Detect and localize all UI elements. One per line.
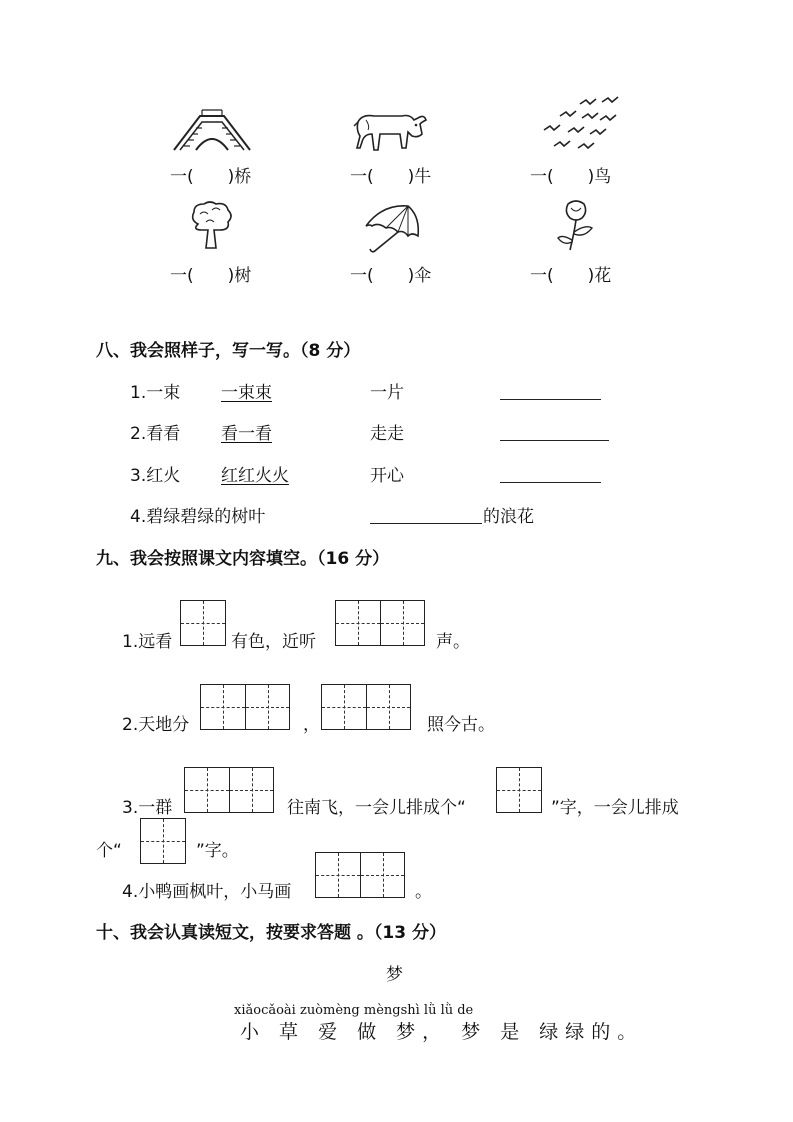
measure-word-bridge: 一( )桥 — [170, 167, 252, 187]
birds-icon — [530, 96, 620, 152]
passage-title: 梦 — [386, 965, 403, 985]
s8-row3-label: 3.红火 — [130, 466, 181, 486]
s8-row4-label: 4.碧绿碧绿的树叶 — [130, 507, 266, 527]
s8-row1-word: 一片 — [370, 383, 404, 403]
ox-icon — [352, 108, 430, 154]
s9-q3-text-d: 个“ — [96, 841, 122, 861]
s8-row2-example: 看一看 — [221, 424, 272, 444]
measure-word-birds: 一( )鸟 — [530, 167, 612, 187]
bridge-icon — [172, 106, 252, 154]
s9-q4-text-a: 4.小鸭画枫叶，小马画 — [122, 882, 292, 902]
s9-q1-grid-1[interactable] — [180, 600, 226, 646]
s8-row1-answer-blank[interactable] — [500, 399, 601, 400]
passage-line-1: 小 草 爱 做 梦， 梦 是 绿绿的。 — [240, 1021, 644, 1043]
s8-row1-example: 一束束 — [221, 383, 272, 403]
s9-q4-text-b: 。 — [415, 882, 432, 902]
section8-title: 八、我会照样子，写一写。（8 分） — [96, 341, 361, 361]
s8-row2-label: 2.看看 — [130, 424, 181, 444]
s8-row4-answer-blank[interactable] — [370, 523, 482, 524]
section9-title: 九、我会按照课文内容填空。（16 分） — [96, 549, 390, 569]
s8-row3-word: 开心 — [370, 466, 404, 486]
s9-q1-text-a: 1.远看 — [122, 632, 173, 652]
s9-q2-text-a: 2.天地分 — [122, 715, 190, 735]
measure-word-tree: 一( )树 — [170, 266, 252, 286]
s9-q3-text-a: 3.一群 — [122, 798, 173, 818]
s8-row2-word: 走走 — [370, 424, 404, 444]
tree-icon — [188, 200, 234, 252]
s9-q2-grid-1[interactable] — [200, 684, 290, 730]
s8-row3-example: 红红火火 — [221, 466, 289, 486]
measure-word-ox: 一( )牛 — [350, 167, 432, 187]
s9-q3-grid-2[interactable] — [496, 767, 542, 813]
s8-row4-suffix: 的浪花 — [483, 507, 534, 527]
s9-q3-grid-3[interactable] — [140, 818, 186, 864]
s9-q2-grid-2[interactable] — [321, 684, 411, 730]
s8-row2-answer-blank[interactable] — [500, 440, 609, 441]
passage-pinyin: xiǎocǎoài zuòmèng mèngshì lǜ lǜ de — [234, 1003, 474, 1018]
s8-row1-label: 1.一束 — [130, 383, 181, 403]
s9-q1-text-b: 有色，近听 — [231, 632, 316, 652]
s9-q3-text-e: ”字。 — [196, 841, 239, 861]
s9-q4-grid-1[interactable] — [315, 852, 405, 898]
measure-word-umbrella: 一( )伞 — [350, 266, 432, 286]
s9-q3-text-b: 往南飞，一会儿排成个“ — [287, 798, 466, 818]
s8-row3-answer-blank[interactable] — [500, 482, 601, 483]
s9-q3-grid-1[interactable] — [184, 767, 274, 813]
measure-word-flower: 一( )花 — [530, 266, 612, 286]
flower-icon — [556, 198, 596, 254]
s9-q2-text-b: ， — [303, 715, 320, 735]
s9-q2-text-c: 照今古。 — [427, 715, 495, 735]
s9-q1-text-c: 声。 — [436, 632, 470, 652]
umbrella-icon — [362, 202, 422, 254]
s9-q1-grid-2[interactable] — [335, 600, 425, 646]
s9-q3-text-c: ”字，一会儿排成 — [551, 798, 679, 818]
section10-title: 十、我会认真读短文，按要求答题 。（13 分） — [96, 923, 446, 943]
